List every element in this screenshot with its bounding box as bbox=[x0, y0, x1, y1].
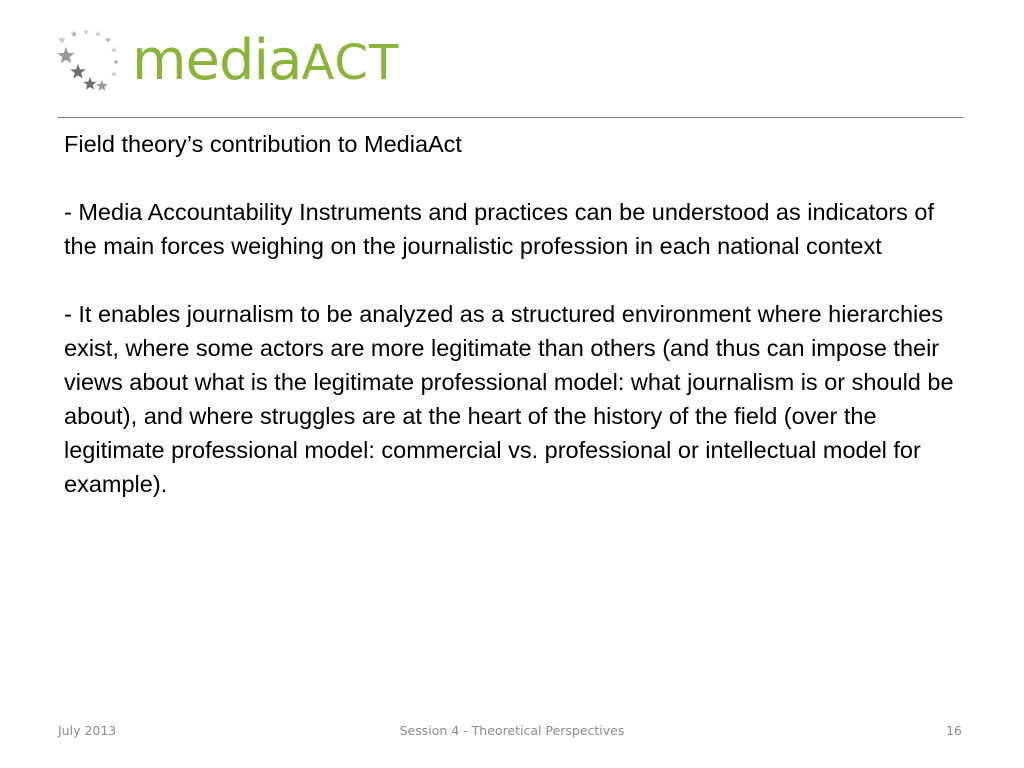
star-shape bbox=[70, 64, 85, 78]
star-shape bbox=[111, 71, 117, 76]
star-arc bbox=[57, 29, 118, 91]
paragraph-1: - Media Accountability Instruments and practices can be understood as indicators of the main forces weighing on the journalistic profession in each national context bbox=[64, 199, 934, 259]
star-shape bbox=[105, 37, 111, 42]
star-shape bbox=[95, 31, 101, 36]
star-shape bbox=[57, 47, 74, 63]
stars-icon bbox=[52, 26, 132, 96]
footer-page-number: 16 bbox=[946, 723, 962, 738]
footer-date: July 2013 bbox=[58, 723, 117, 738]
star-shape bbox=[83, 29, 89, 34]
paragraph-2: - It enables journalism to be analyzed as a structured environment where hierarchies exist, where some actors are more legitimate than others (and thus can impose their views about what is the legitimate professional model: what journalism is or should be about), and where struggles are at the heart of the history of the field (over the legitimate professional model: commercial vs. professional or intellectual model for example). bbox=[64, 301, 954, 497]
star-shape bbox=[71, 31, 78, 37]
logo-wordmark bbox=[132, 26, 399, 98]
spacer bbox=[64, 263, 964, 297]
slide-heading: Field theory’s contribution to MediaAct bbox=[64, 131, 462, 157]
star-shape bbox=[96, 80, 107, 91]
star-shape bbox=[113, 59, 119, 64]
star-shape bbox=[58, 36, 66, 43]
footer-session: Session 4 - Theoretical Perspectives bbox=[399, 723, 625, 738]
logo-text-media: media bbox=[132, 28, 302, 93]
star-shape bbox=[111, 47, 117, 52]
mediaact-logo bbox=[52, 26, 422, 96]
slide-body bbox=[64, 127, 964, 501]
star-shape bbox=[83, 77, 96, 90]
logo-text-act: ACT bbox=[301, 35, 400, 91]
header-divider bbox=[58, 117, 964, 118]
spacer bbox=[64, 161, 964, 195]
